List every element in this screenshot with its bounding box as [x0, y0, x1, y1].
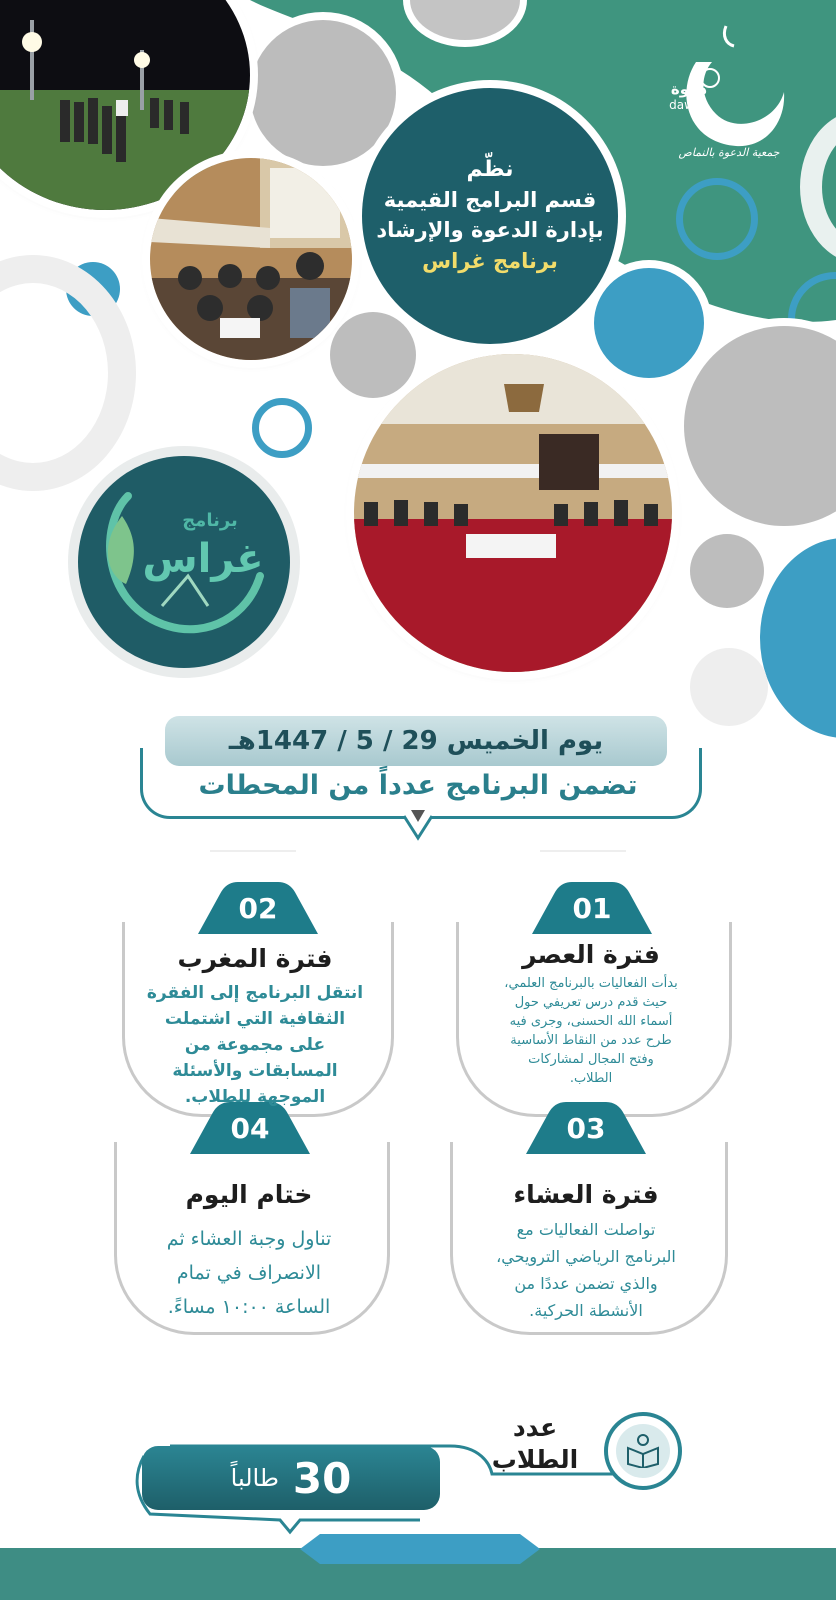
- students-count: 30: [292, 1453, 352, 1503]
- photo-classroom: [150, 158, 352, 360]
- station-text-01-line: طرح عدد من النقاط الأساسية: [510, 1033, 672, 1048]
- decor-circle-grey-right-small: [690, 534, 764, 608]
- station-text-03: [450, 1216, 722, 1324]
- station-text-02-line: الثقافية التي اشتملت: [164, 1009, 346, 1029]
- station-text-03-line: البرنامج الرياضي الترويحي،: [496, 1247, 676, 1266]
- station-title-03: فترة العشاء: [513, 1180, 659, 1209]
- decor-ring-blue: [252, 398, 312, 458]
- station-text-04-line: الانصراف في تمام: [176, 1262, 322, 1284]
- students-label: [480, 1412, 590, 1476]
- subtitle-pointer-icon: [404, 806, 432, 844]
- station-text-03-line: والذي تضمن عددًا من: [514, 1274, 658, 1293]
- date-pill: يوم الخميس 29 / 5 / 1447هـ: [165, 716, 667, 766]
- photo-majlis-hall: [354, 354, 672, 672]
- station-title-01: فترة العصر: [522, 940, 660, 969]
- station-badge-03: [526, 1102, 646, 1154]
- station-text-03-line: الأنشطة الحركية.: [529, 1301, 643, 1320]
- station-badge-02: [198, 882, 318, 934]
- station-number-01: 01: [572, 891, 612, 925]
- header-line-4: برنامج غراس: [422, 249, 558, 273]
- decor-circle-grey-right-large: [684, 326, 836, 526]
- station-text-01-line: بدأت الفعاليات بالبرنامج العلمي،: [504, 976, 678, 991]
- header-line-1: نظّم: [466, 157, 514, 182]
- logo-org-name: جمعية الدعوة بالنماص: [678, 146, 780, 159]
- decor-ring-blue-right: [676, 178, 758, 260]
- station-text-01-line: وفتح المجال لمشاركات: [528, 1052, 654, 1067]
- station-text-01-line: حيث قدم درس تعريفي حول: [514, 995, 668, 1010]
- footer-tab: [300, 1532, 540, 1566]
- divider-right: [540, 850, 626, 852]
- station-text-02-line: المسابقات والأسئلة: [172, 1061, 338, 1081]
- students-count-box: [142, 1446, 440, 1510]
- students-label-line-2: الطلاب: [491, 1445, 579, 1474]
- header-line-3: بإدارة الدعوة والإرشاد: [376, 218, 604, 242]
- org-logo: [656, 22, 796, 172]
- decor-circle-grey-large: [250, 20, 396, 166]
- program-logo-big-text: غراس: [142, 536, 264, 582]
- station-title-02: فترة المغرب: [177, 944, 333, 973]
- logo-latin-text: dawah: [669, 98, 709, 112]
- station-text-03-line: تواصلت الفعاليات مع: [516, 1220, 656, 1239]
- decor-circle-grey-mid: [330, 312, 416, 398]
- station-number-02: 02: [238, 891, 278, 925]
- reading-book-icon: [624, 1434, 662, 1468]
- decor-circle-light-right: [690, 648, 768, 726]
- students-label-line-1: عدد: [512, 1413, 558, 1442]
- station-text-02-line: الموجهة للطلاب.: [184, 1087, 326, 1107]
- station-text-04-line: تناول وجبة العشاء ثم: [166, 1228, 332, 1250]
- decor-circle-blue-right-large: [760, 538, 836, 738]
- station-text-02-line: على مجموعة من: [184, 1035, 326, 1055]
- station-text-04: [114, 1222, 384, 1324]
- station-number-03: 03: [566, 1111, 606, 1145]
- station-number-04: 04: [230, 1111, 270, 1145]
- station-text-02: [122, 980, 388, 1110]
- program-logo: [78, 456, 290, 668]
- station-text-01-line: أسماء الله الحسنى، وجرى فيه: [509, 1014, 673, 1029]
- logo-arabic-text: دعوة: [670, 80, 708, 98]
- students-unit: طالباً: [230, 1464, 279, 1492]
- title-circle: [362, 88, 618, 344]
- station-text-01-line: الطلاب.: [569, 1071, 613, 1086]
- decor-circle-blue-right: [594, 268, 704, 378]
- divider-left: [210, 850, 296, 852]
- station-title-04: ختام اليوم: [185, 1180, 313, 1209]
- program-logo-small-text: برنامج: [182, 510, 238, 531]
- station-text-01: [456, 974, 726, 1088]
- station-text-04-line: الساعة ١٠:٠٠ مساءً.: [167, 1296, 331, 1318]
- subtitle: تضمن البرنامج عدداً من المحطات: [198, 770, 638, 801]
- station-badge-01: [532, 882, 652, 934]
- station-text-02-line: انتقل البرنامج إلى الفقرة: [146, 983, 364, 1003]
- header-line-2: قسم البرامج القيمية: [383, 188, 597, 212]
